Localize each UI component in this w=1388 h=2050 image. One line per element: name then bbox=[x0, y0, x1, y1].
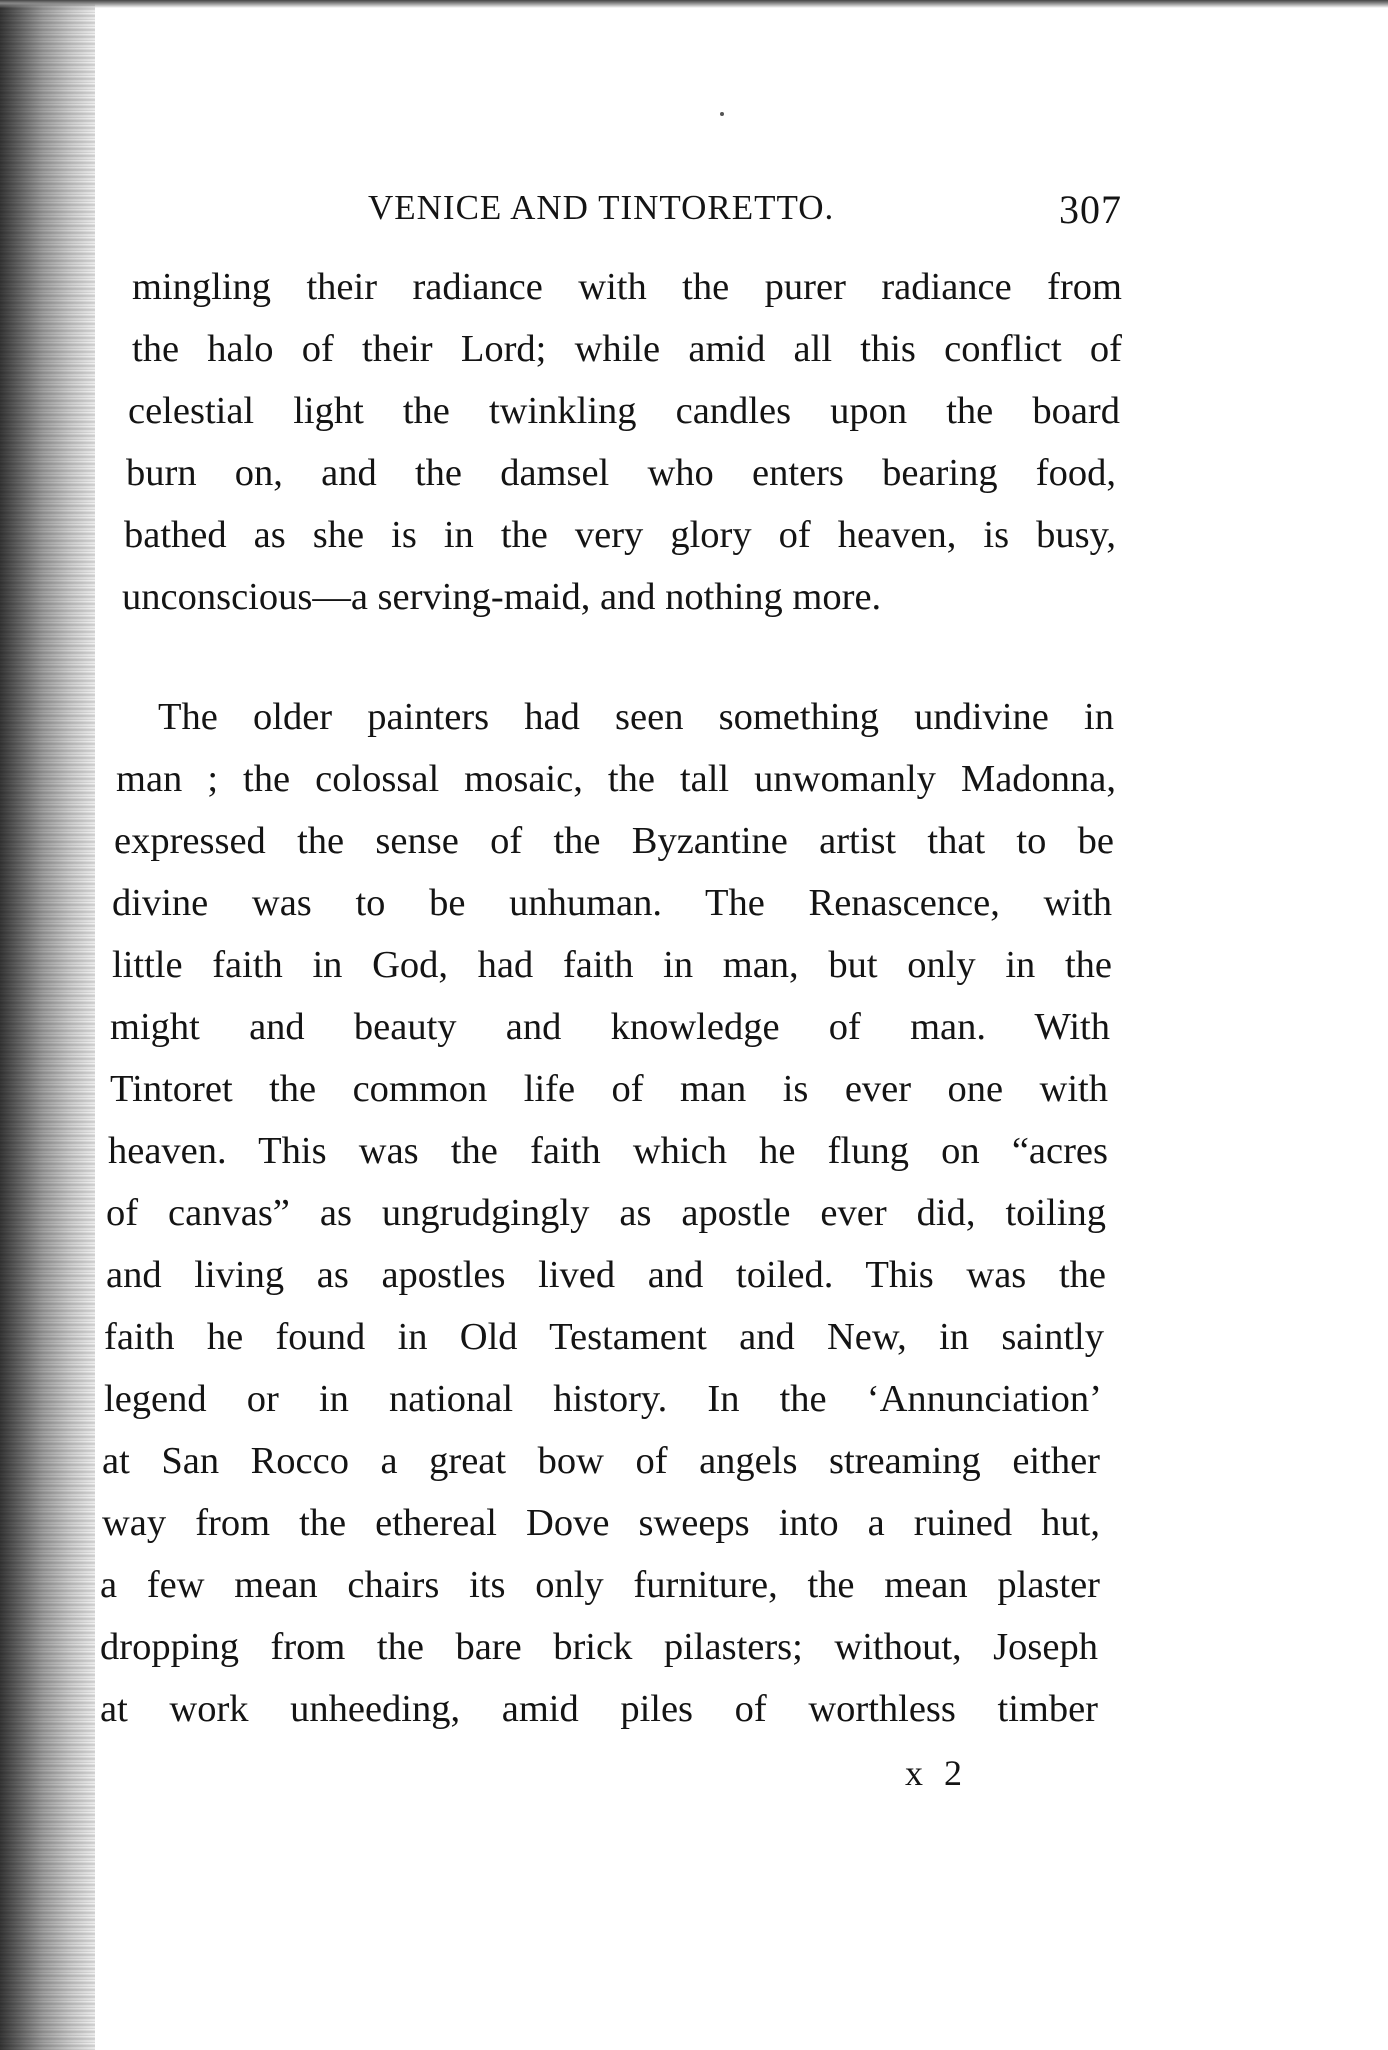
text-line: heaven. This was the faith which he flung on “acres bbox=[108, 1130, 1108, 1172]
text-line: celestial light the twinkling candles upon the board bbox=[128, 390, 1120, 432]
text-line: the halo of their Lord; while amid all this conflict of bbox=[132, 328, 1122, 370]
text-line: a few mean chairs its only furniture, the mean plaster bbox=[100, 1564, 1100, 1606]
text-line: The older painters had seen something undivine in bbox=[158, 696, 1114, 738]
text-line: and living as apostles lived and toiled. This was the bbox=[106, 1254, 1106, 1296]
text-line: expressed the sense of the Byzantine artist that to be bbox=[114, 820, 1114, 862]
text-line: might and beauty and knowledge of man. With bbox=[110, 1006, 1110, 1048]
text-line: way from the ethereal Dove sweeps into a ruined hut, bbox=[102, 1502, 1100, 1544]
scan-speck bbox=[720, 112, 724, 116]
text-line: mingling their radiance with the purer radiance from bbox=[132, 266, 1122, 308]
text-line: unconscious—a serving-maid, and nothing more. bbox=[122, 576, 882, 618]
text-line: burn on, and the damsel who enters bearing food, bbox=[126, 452, 1116, 494]
text-line: divine was to be unhuman. The Renascence, with bbox=[112, 882, 1112, 924]
text-line: Tintoret the common life of man is ever one with bbox=[110, 1068, 1108, 1110]
text-line: at San Rocco a great bow of angels streaming either bbox=[102, 1440, 1100, 1482]
text-line: legend or in national history. In the ‘Annunciation’ bbox=[104, 1378, 1102, 1420]
binding-gutter bbox=[0, 0, 95, 2050]
text-line: man ; the colossal mosaic, the tall unwomanly Madonna, bbox=[116, 758, 1116, 800]
text-line: at work unheeding, amid piles of worthless timber bbox=[100, 1688, 1098, 1730]
text-line: dropping from the bare brick pilasters; without, Joseph bbox=[100, 1626, 1098, 1668]
text-line: little faith in God, had faith in man, but only in the bbox=[112, 944, 1112, 986]
text-line: of canvas” as ungrudgingly as apostle ever did, toiling bbox=[106, 1192, 1106, 1234]
page-number: 307 bbox=[1059, 187, 1122, 232]
page-top-edge bbox=[0, 0, 1388, 8]
running-title: VENICE AND TINTORETTO. bbox=[368, 188, 835, 227]
running-head bbox=[122, 188, 1122, 238]
signature-mark: x 2 bbox=[905, 1753, 968, 1793]
text-line: bathed as she is in the very glory of heaven, is busy, bbox=[124, 514, 1116, 556]
text-line: faith he found in Old Testament and New, in saintly bbox=[104, 1316, 1104, 1358]
